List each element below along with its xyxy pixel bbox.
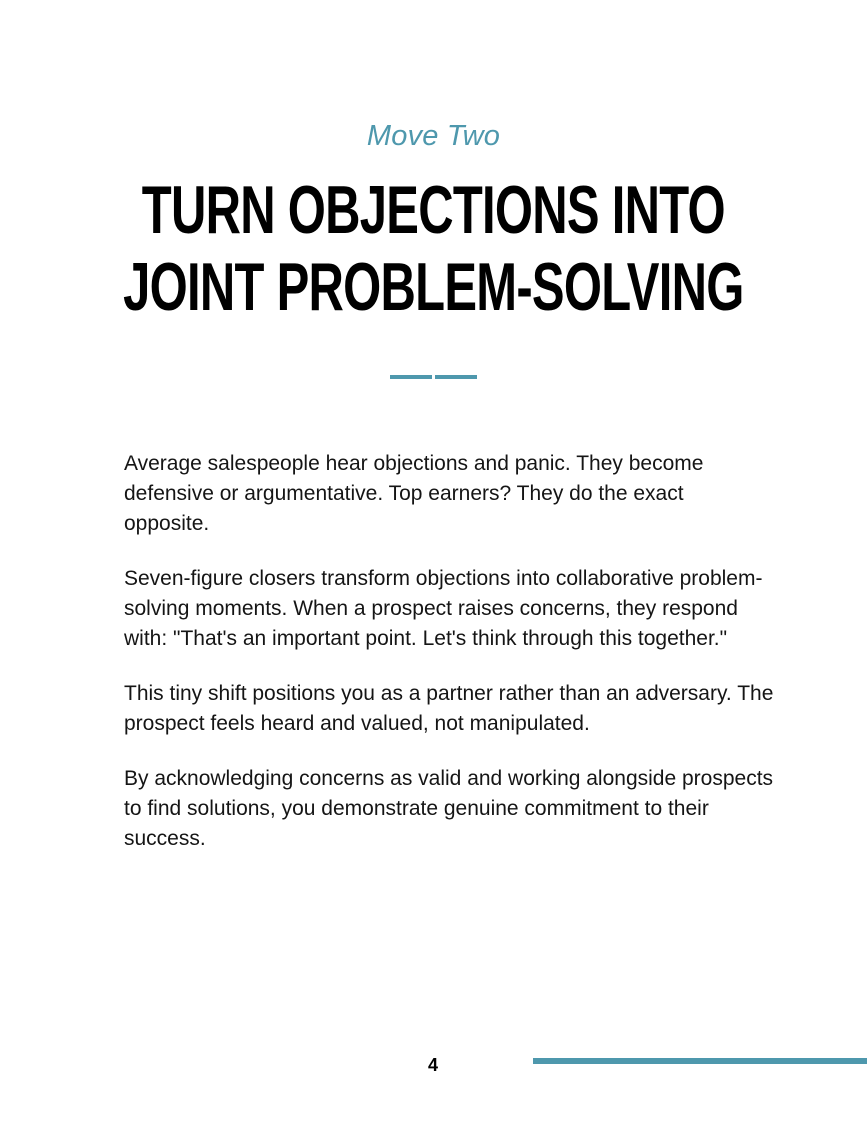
divider-gap (432, 375, 435, 379)
paragraph-2: Seven-figure closers transform objections into collaborative problem-solving moments. When a prospect raises concerns, they respond with: "That's an important point. Let's think through this together." (124, 567, 763, 650)
paragraph-4: By acknowledging concerns as valid and working alongside prospects to find solutions, you demonstrate genuine commitment to their success. (124, 767, 774, 850)
page-number: 4 (427, 1055, 438, 1075)
title-divider (390, 375, 477, 379)
footer-accent-bar (533, 1058, 867, 1064)
body-text (124, 449, 774, 879)
title-line-1: TURN OBJECTIONS INTO (141, 172, 725, 248)
paragraph-1: Average salespeople hear objections and panic. They become defensive or argumentative. Top earners? They do the exact opposite. (124, 452, 704, 535)
paragraph-3: This tiny shift positions you as a partner rather than an adversary. The prospect feels heard and valued, not manipulated. (124, 682, 774, 735)
page-title (121, 172, 745, 326)
section-subtitle: Move Two (366, 120, 501, 152)
title-line-2: JOINT PROBLEM-SOLVING (123, 249, 744, 325)
